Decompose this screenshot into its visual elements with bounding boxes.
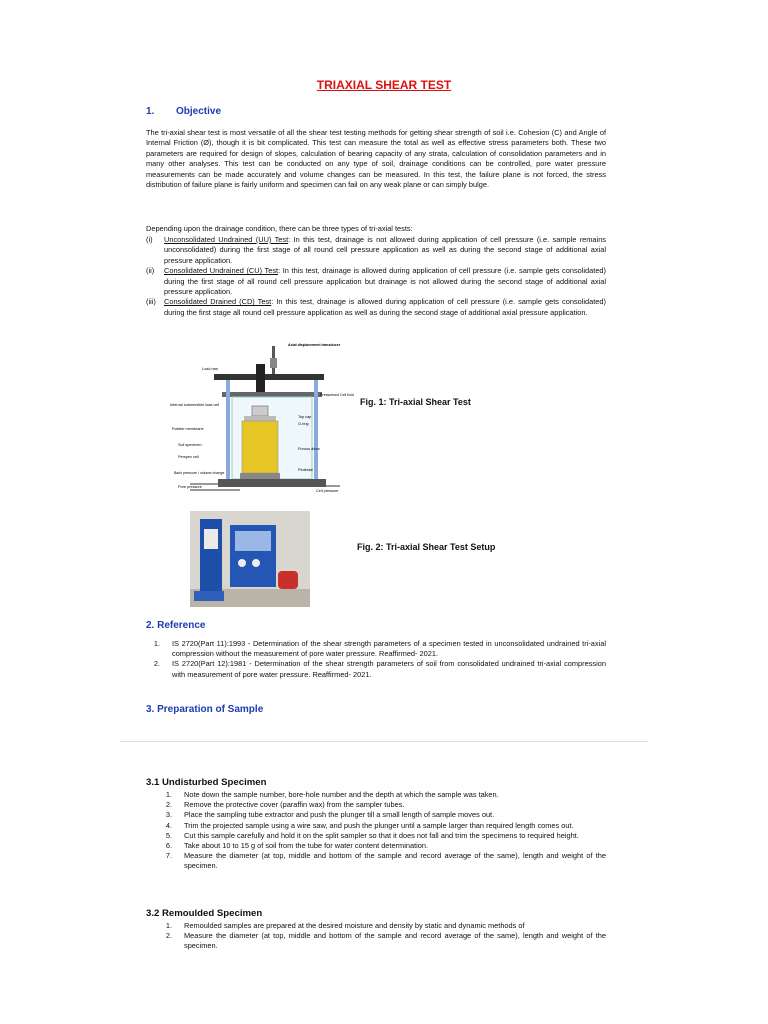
test-type-uu bbox=[146, 235, 606, 266]
label-load-cell: Internal submersible load cell bbox=[170, 403, 220, 407]
page-divider bbox=[120, 741, 648, 742]
label-perspex-cell: Perspex cell bbox=[178, 455, 199, 459]
test-type-cd bbox=[146, 297, 606, 318]
loading-frame-crossbar bbox=[214, 374, 324, 380]
test-type-cu bbox=[146, 266, 606, 297]
list-item-number: 5. bbox=[165, 830, 172, 840]
list-item bbox=[165, 800, 606, 810]
section-remoulded-heading: 3.2 Remoulded Specimen bbox=[146, 908, 263, 919]
list-item bbox=[165, 851, 606, 871]
list-item-text: Remoulded samples are prepared at the desired moisture and density by static and dynamic methods of bbox=[184, 921, 525, 930]
label-top-cap: Top cap bbox=[298, 415, 312, 419]
triaxial-setup-photo bbox=[190, 511, 310, 607]
list-item bbox=[153, 659, 606, 679]
load-cell bbox=[252, 406, 268, 416]
label-cell-pressure: Cell pressure bbox=[316, 489, 339, 493]
panel-gauges-photo bbox=[235, 531, 271, 551]
list-item-text: Note down the sample number, bore-hole number and the depth at which the sample was taken. bbox=[184, 790, 499, 799]
label-load-ram: Load ram bbox=[202, 367, 219, 371]
list-item-number: 1. bbox=[165, 790, 172, 799]
list-item-number: 2. bbox=[153, 659, 160, 669]
list-item bbox=[153, 639, 606, 659]
label-pedestal: Pedestal bbox=[298, 468, 313, 472]
test-type-name: Consolidated Drained (CD) Test bbox=[164, 297, 272, 307]
test-type-text: : In this test, drainage is allowed during application of cell pressure (i.e. sample gets consolidated) during the first stage all round cell pressure application as well as during the second stage of additional axial pressure application. bbox=[164, 297, 606, 317]
cell-base bbox=[218, 479, 326, 487]
list-item bbox=[165, 921, 606, 931]
list-item-number: 2. bbox=[165, 931, 172, 941]
list-item-number: 3. bbox=[165, 810, 172, 820]
list-item-text: Take about 10 to 15 g of soil from the tube for water content determination. bbox=[184, 841, 429, 851]
base-photo bbox=[194, 591, 224, 601]
label-o-ring: O-ring bbox=[298, 422, 309, 426]
list-item-text: Trim the projected sample using a wire saw, and push the plunger until a sample larger than required length comes out. bbox=[184, 820, 574, 830]
pedestal bbox=[240, 473, 280, 479]
tie-rod-left bbox=[226, 380, 230, 486]
section-preparation-heading: 3. Preparation of Sample bbox=[146, 704, 264, 715]
list-item-number: 4. bbox=[165, 820, 172, 830]
fig2-caption: Fig. 2: Tri-axial Shear Test Setup bbox=[357, 542, 496, 552]
label-back-pressure: Back pressure / volume change bbox=[174, 471, 225, 475]
types-intro: Depending upon the drainage condition, there can be three types of tri-axial tests: bbox=[146, 224, 413, 233]
list-item-text: IS 2720(Part 12):1981 - Determination of the shear strength parameters of soil from consolidated undrained tri-axial compression with measurement of pore water pressure. Reaffirmed- 2021. bbox=[172, 659, 606, 679]
section-objective-heading: Objective bbox=[176, 106, 222, 117]
list-item bbox=[165, 830, 606, 841]
list-item-text: Measure the diameter (at top, middle and bottom of the sample and record average of the same), length and weight of the specimen. bbox=[184, 931, 606, 951]
test-type-text: : In this test, drainage is allowed during application of cell pressure (i.e. sample gets consolidated) during the first stage of all round cell pressure application but drainage is not allowed during the second stage of additional axial pressure application. bbox=[164, 266, 607, 297]
tie-rod-right bbox=[314, 380, 318, 486]
cell-photo bbox=[204, 529, 218, 549]
label-pore-pressure: Pore pressure bbox=[178, 485, 202, 489]
section-undisturbed-heading: 3.1 Undisturbed Specimen bbox=[146, 777, 267, 788]
remoulded-steps-list bbox=[165, 921, 606, 952]
label-porous-discs: Porous discs bbox=[298, 447, 320, 451]
gauge-photo bbox=[238, 559, 246, 567]
label-rubber-membrane: Rubber membrane bbox=[172, 427, 204, 431]
list-item-text: Place the sampling tube extractor and push the plunger till a small length of sample moves out. bbox=[184, 810, 495, 820]
list-item bbox=[165, 790, 606, 800]
triaxial-cell-diagram bbox=[170, 336, 354, 496]
list-item bbox=[165, 820, 606, 831]
list-item bbox=[165, 810, 606, 820]
cell-top-plate bbox=[222, 392, 322, 397]
test-type-number: (iii) bbox=[146, 297, 156, 307]
label-cell-fluid: Pressurised Cell fluid bbox=[320, 393, 354, 397]
label-soil-specimen: Soil specimen bbox=[178, 443, 202, 447]
list-item-text: IS 2720(Part 11):1993 - Determination of the shear strength parameters of a specimen tested in unconsolidated undrained tri-axial compression without the measurement of pore water pressure. Reaffirmed- 2021. bbox=[172, 639, 606, 659]
transducer-body bbox=[270, 358, 277, 368]
list-item bbox=[165, 931, 606, 951]
list-item-text: Cut this sample carefully and hold it on the split sampler so that it does not fall and trim the specimens to required height. bbox=[184, 830, 579, 840]
label-axial-transducer: Axial displacement transducer bbox=[288, 343, 341, 347]
gauge-photo bbox=[252, 559, 260, 567]
compressor-photo bbox=[278, 571, 298, 589]
fig1-caption: Fig. 1: Tri-axial Shear Test bbox=[360, 397, 471, 407]
reference-list bbox=[153, 639, 606, 680]
top-cap bbox=[244, 416, 276, 421]
undisturbed-steps-list bbox=[165, 790, 606, 872]
test-type-number: (ii) bbox=[146, 266, 155, 276]
test-type-number: (i) bbox=[146, 235, 153, 244]
test-type-text: : In this test, drainage is not allowed during application of cell pressure (i.e. sample remains unconsolidated) during the first stage of all round cell pressure application as well as during the second stage of additional axial pressure application. bbox=[164, 235, 606, 265]
page-title: TRIAXIAL SHEAR TEST bbox=[316, 78, 452, 92]
test-type-name: Consolidated Undrained (CU) Test bbox=[164, 266, 279, 276]
list-item-text: Measure the diameter (at top, middle and bottom of the sample and record average of the same), length and weight of the specimen. bbox=[184, 851, 606, 871]
list-item bbox=[165, 841, 606, 851]
section-reference-heading: 2. Reference bbox=[146, 620, 206, 631]
soil-specimen bbox=[242, 421, 278, 473]
list-item-number: 6. bbox=[165, 841, 172, 851]
list-item-number: 2. bbox=[165, 800, 172, 810]
list-item-number: 1. bbox=[153, 639, 160, 648]
list-item-number: 7. bbox=[165, 851, 172, 861]
section-objective-number: 1. bbox=[146, 106, 155, 117]
test-type-name: Unconsolidated Undrained (UU) Test bbox=[164, 235, 289, 244]
list-item-text: Remove the protective cover (paraffin wax) from the sampler tubes. bbox=[184, 800, 405, 810]
list-item-number: 1. bbox=[165, 921, 172, 930]
test-types-list bbox=[146, 235, 606, 318]
objective-paragraph: The tri-axial shear test is most versatile of all the shear test testing methods for getting shear strength of soil i.e. Cohesion (C) and Angle of Internal Friction (Ø), though it is bit complicated. This test can measure the total as well as effective stress parameters both. These two parameters are required for design of slopes, calculation of bearing capacity of any strata, calculation of consolidation parameters and in many other analyses. This test can be conducted on any type of soil, drainage conditions can be controlled, pore water pressure measurements can be made accurately and volume changes can be measured. In this test, the failure plane is not forced, the stress distribution of failure plane is fairly uniform and specimen can fail on any weak plane or can simply bulge. bbox=[146, 128, 606, 190]
